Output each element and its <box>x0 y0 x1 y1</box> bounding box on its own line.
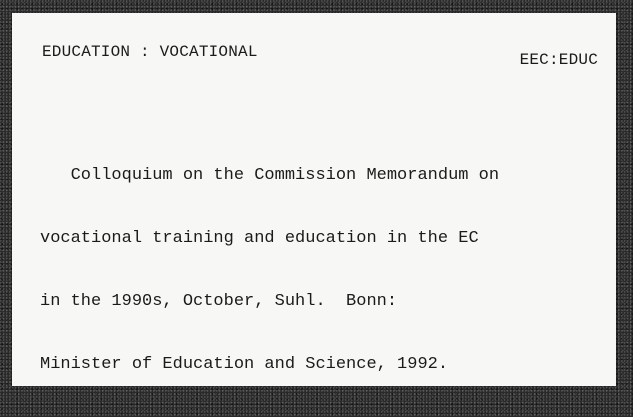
entry-line: in the 1990s, October, Suhl. Bonn: <box>40 292 398 311</box>
entry-line: Colloquium on the Commission Memorandum on <box>40 166 500 185</box>
subject-heading: EDUCATION : VOCATIONAL <box>42 43 258 61</box>
catalog-card <box>12 13 616 386</box>
card-heading <box>42 43 598 69</box>
entry-line: Minister of Education and Science, 1992. <box>40 355 449 374</box>
bibliographic-entry <box>40 123 600 417</box>
classification-code: EEC:EDUC <box>519 51 598 69</box>
entry-line: vocational training and education in the EC <box>40 229 479 248</box>
